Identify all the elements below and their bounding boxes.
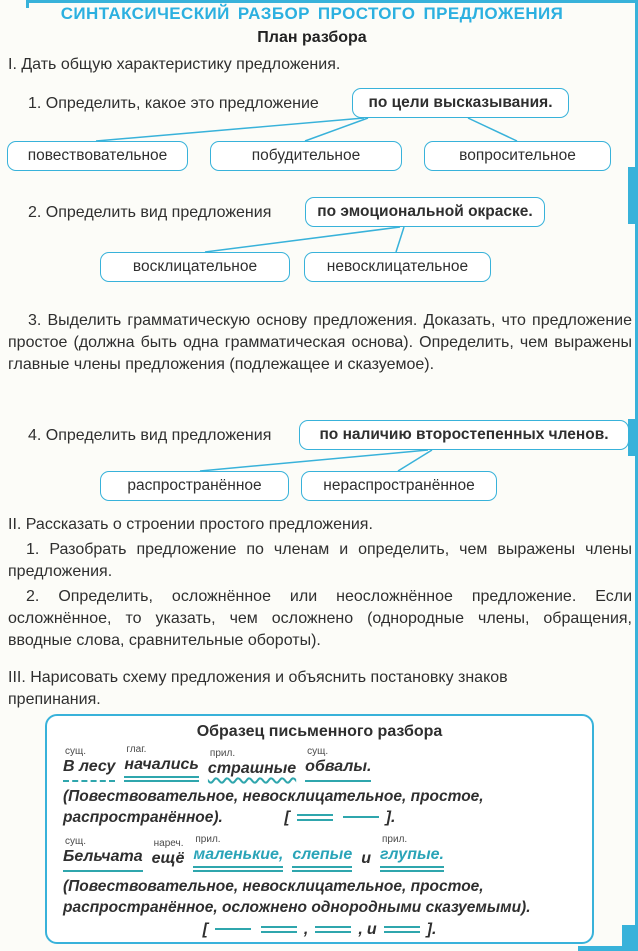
sentence-2-scheme [63,921,576,939]
scheme-double-line [315,926,351,933]
word-unit [292,834,352,872]
part-of-speech-label [294,834,297,845]
option-box-imperative: побудительное [210,141,402,171]
page-edge-decoration-bottom [578,946,638,951]
section-2-item-2: 2. Определить, осложнённое или неосложнённое предложение. Если осложнённое, то указать, чем осложнено (однородные члены, обращения, вводные слова, сравнительные обороты). [8,588,632,649]
part-of-speech-label: нареч. [153,838,184,849]
example-sentence-2 [63,834,576,872]
sentence-word: ещё [151,850,185,867]
item-3-text: 3. Выделить грамматическую основу предложения. Доказать, что предложение простое (должна быть одна грамматическая основа). Определить, чем выражены главные члены предложения (подлежащее и сказуемое). [8,312,632,373]
scheme-single-line [215,928,251,930]
section-1-heading: I. Дать общую характеристику предложения. [8,56,341,73]
sentence-2-analysis: (Повествовательное, невосклицательное, простое, распространённое, осложнено однородными сказуемыми). [63,878,531,916]
section-2-heading: II. Рассказать о строении простого предложения. [8,516,373,533]
word-unit [124,744,199,782]
page-edge-decoration-right-2 [628,419,638,456]
sample-title: Образец письменного разбора [196,723,443,740]
option-box-declarative: повествовательное [7,141,188,171]
page-edge-decoration-right-1 [628,167,638,224]
connector-line [96,118,364,141]
sentence-word: глупые. [380,845,444,872]
sentence-2-analysis-row [63,876,576,918]
sentence-1-analysis-row [63,786,576,828]
criterion-box-emotion: по эмоциональной окраске. [305,197,545,227]
scheme-text: ]. [426,921,437,938]
word-unit [63,836,143,872]
word-unit [305,746,371,782]
word-unit [361,838,371,872]
connector-line [205,227,400,252]
section-3-heading: III. Нарисовать схему предложения и объяснить постановку знаков препинания. [8,669,508,708]
part-of-speech-label: прил. [382,834,408,845]
part-of-speech-label: прил. [209,748,236,759]
part-of-speech-label: прил. [195,834,221,845]
connector-line [398,450,432,471]
criterion-box-secondary-members: по наличию второстепенных членов. [299,420,629,450]
criterion-box-purpose: по цели высказывания. [352,88,569,118]
section-2-item-1: 1. Разобрать предложение по членам и определить, чем выражены члены предложения. [8,541,632,580]
scheme-double-line [384,926,420,933]
connector-line [200,450,428,471]
scheme-text: [ [202,921,208,938]
word-unit [193,834,283,872]
word-unit [63,746,115,782]
sentence-word: Бельчата [63,847,143,872]
scheme-double-line [297,814,333,821]
part-of-speech-label: сущ. [65,746,87,757]
scheme-text: , [303,921,309,938]
item-1-label: 1. Определить, какое это предложение [28,95,319,112]
scheme-text: ]. [385,809,396,826]
sentence-word: маленькие, [193,845,283,872]
option-box-interrogative: вопросительное [424,141,611,171]
scheme-text: [ [284,809,290,826]
item-2-label: 2. Определить вид предложения [28,204,272,221]
scheme-single-line [343,816,379,818]
example-sentence-1 [63,744,576,782]
sentence-word: В лесу [63,757,115,782]
option-box-exclamatory: восклицательное [100,252,290,282]
sample-analysis-box [45,714,594,944]
sentence-word: начались [124,755,199,782]
connector-line [468,118,517,141]
page-title: СИНТАКСИЧЕСКИЙ РАЗБОР ПРОСТОГО ПРЕДЛОЖЕНИЯ [60,4,564,23]
connector-line [305,118,368,141]
scheme-text: и [366,921,377,938]
part-of-speech-label: сущ. [307,746,329,757]
item-4-label: 4. Определить вид предложения [28,427,272,444]
sentence-word: и [361,850,372,867]
part-of-speech-label: глаг. [126,744,147,755]
sentence-word: слепые [292,845,352,872]
plan-subtitle: План разбора [257,29,367,46]
part-of-speech-label [363,838,366,849]
word-unit [380,834,444,872]
sentence-word: обвалы. [305,757,371,782]
page-edge-decoration-top [26,0,638,3]
scheme-double-line [261,926,297,933]
word-unit [152,838,185,872]
sentence-1-scheme [282,809,397,826]
sentence-1-analysis: (Повествовательное, невосклицательное, простое, распространённое). [63,788,484,826]
scheme-text: , [358,921,363,938]
connector-line [396,227,404,252]
option-box-non-exclamatory: невосклицательное [304,252,491,282]
word-unit [208,748,296,782]
part-of-speech-label: сущ. [65,836,87,847]
option-box-widespread: распространённое [100,471,289,501]
option-box-non-widespread: нераспространённое [301,471,497,501]
sentence-word: страшные [207,760,297,777]
